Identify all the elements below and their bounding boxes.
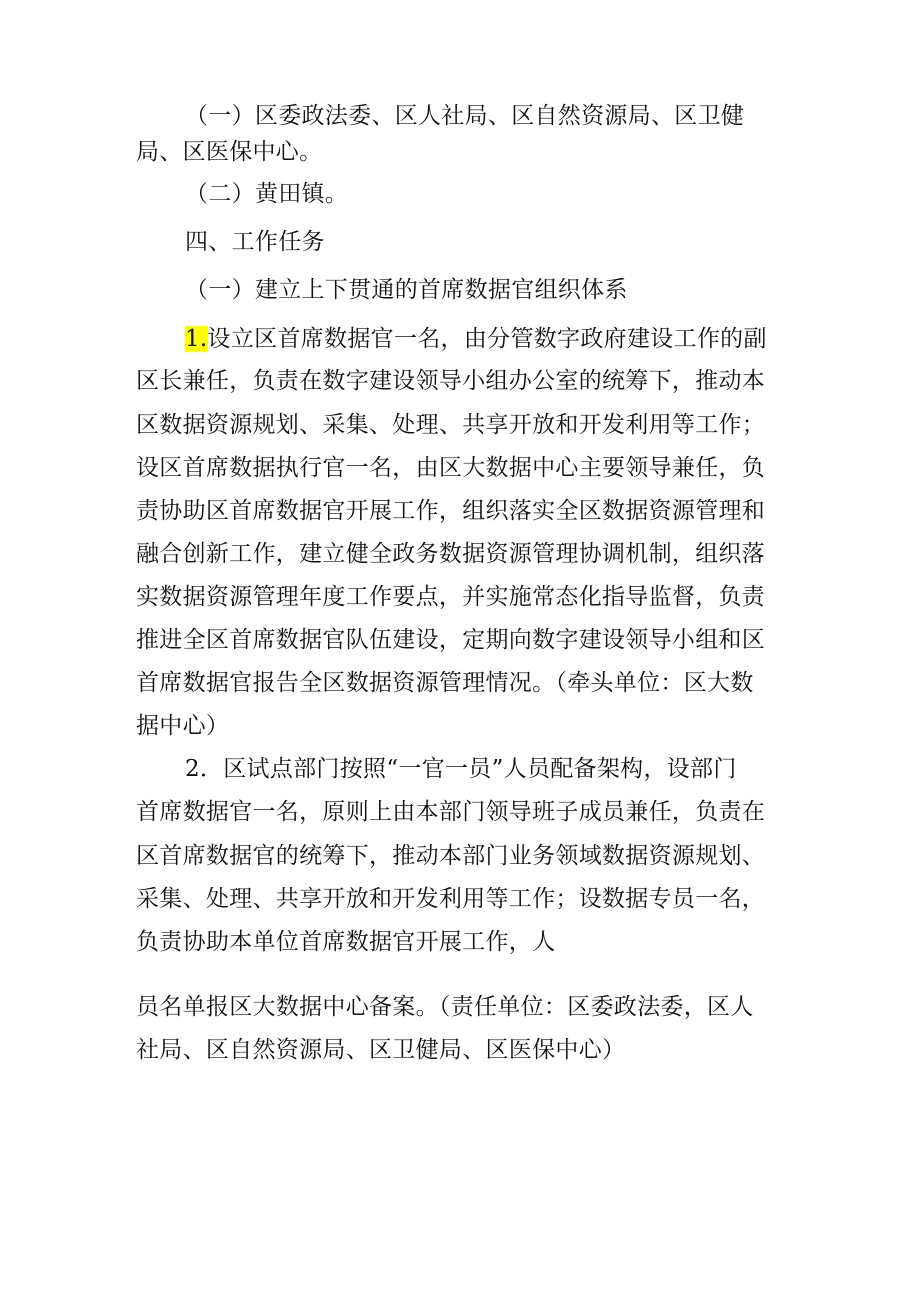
paragraph-line: 区首席数据官的统筹下，推动本部门业务领域数据资源规划、 <box>136 843 766 869</box>
paragraph-line: 员名单报区大数据中心备案。（责任单位：区委政法委，区人 <box>136 994 754 1020</box>
highlighted-list-marker: 1. <box>185 326 208 352</box>
paragraph-line: 首席数据官一名，原则上由本部门领导班子成员兼任，负责在 <box>136 799 766 825</box>
section-heading: 四、工作任务 <box>185 229 325 255</box>
paragraph-line: （一）区委政法委、区人社局、区自然资源局、区卫健 <box>185 103 745 129</box>
paragraph-line: 局、区医保中心。 <box>136 139 323 165</box>
subsection-heading: （一）建立上下贯通的首席数据官组织体系 <box>185 277 628 303</box>
paragraph-line: 融合创新工作，建立健全政务数据资源管理协调机制，组织落 <box>136 541 766 567</box>
paragraph-line: 推进全区首席数据官队伍建设，定期向数字建设领导小组和区 <box>136 627 766 653</box>
paragraph-line: 采集、处理、共享开放和开发利用等工作；设数据专员一名， <box>136 886 766 912</box>
paragraph-line: 首席数据官报告全区数据资源管理情况。（牵头单位：区大数 <box>136 670 754 696</box>
paragraph-line: 区长兼任，负责在数字建设领导小组办公室的统筹下，推动本 <box>136 368 766 394</box>
paragraph-line: 区数据资源规划、采集、处理、共享开放和开发利用等工作； <box>136 412 766 438</box>
paragraph-line: 据中心） <box>136 713 230 739</box>
paragraph-line: 实数据资源管理年度工作要点，并实施常态化指导监督，负责 <box>136 584 766 610</box>
paragraph-line: 社局、区自然资源局、区卫健局、区医保中心） <box>136 1037 626 1063</box>
paragraph-line <box>185 323 767 355</box>
paragraph-text: 设立区首席数据官一名，由分管数字政府建设工作的副 <box>207 326 767 352</box>
paragraph-line: 2．区试点部门按照“一官一员”人员配备架构，设部门 <box>185 756 737 782</box>
paragraph-line: 负责协助本单位首席数据官开展工作，人 <box>136 929 556 955</box>
paragraph-line: 责协助区首席数据官开展工作，组织落实全区数据资源管理和 <box>136 498 766 524</box>
paragraph-line: 设区首席数据执行官一名，由区大数据中心主要领导兼任，负 <box>136 455 766 481</box>
paragraph-line: （二）黄田镇。 <box>185 181 349 207</box>
